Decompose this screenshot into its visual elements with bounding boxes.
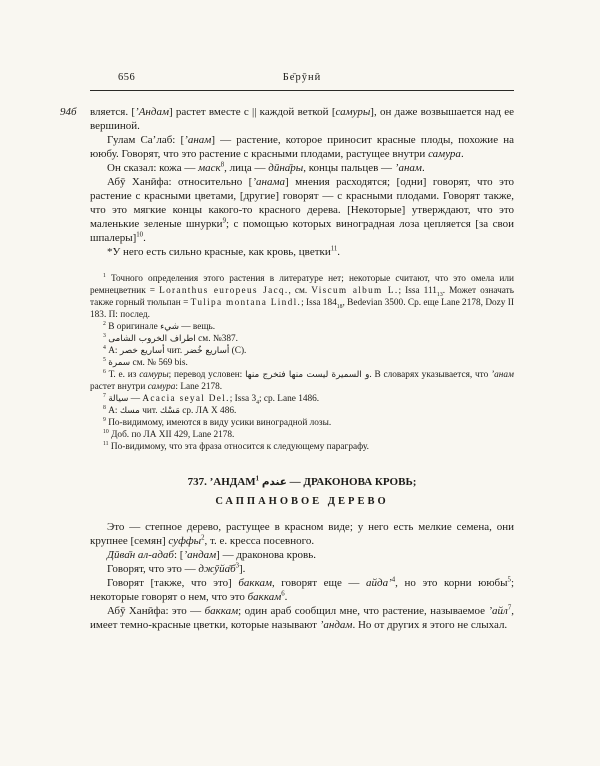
footnote: $^5$ سمرة см. № 569 bis. (103, 356, 188, 368)
footnote: $^{11}$ По-видимому, что эта фраза относится к следующему параграфу. (103, 440, 369, 452)
paragraph: Это — степное дерево, растущее в красном виде; у него есть мелкие семена, они крупнее [семян] суффы$^2$, т. е. кресса посевного. (90, 521, 514, 547)
paragraph: Абӯ Ханӣфа: это — баккам; один араб сообщил мне, что растение, называемое ’айл$^7$, имеет темно-красные цветки, которые называют ’андам. Но от других я этого не слыхал. (90, 604, 514, 631)
page-header (90, 72, 514, 87)
header-rule (90, 90, 514, 91)
page-number: 656 (118, 72, 136, 83)
folio-number: 94б (60, 106, 77, 118)
paragraph: Гулам Са’лаб: [’анам] — растение, которое приносит красные плоды, похожие на ююбу. Говорят, что это растение с красными плодами, растущее внутри самура. (90, 134, 515, 160)
footnote: $^4$ А: أساريع خصر чит. أساريع خُضر (С). (103, 344, 247, 356)
footnote: $^1$ Точного определения этого растения в литературе нет; некоторые считают, что это омела или ремнецветник = Loranthus europeus Jacq., см. Viscum album L.; Issa $111_{13}$. Может означать также горный тюльпан = Tulipa montana Lindl.; Issa $184_{18}$, Bedevian 3500. Ср. еще Lane 2178, Dozy II 183. П: послед. (90, 272, 514, 320)
section-heading-line2: САППАНОВОЕ ДЕРЕВО (215, 496, 389, 507)
paragraph-text: вляется. [’Андам] растет вместе с || каждой веткой [самуры], он даже возвышается над ее вершиной. (90, 106, 514, 132)
footnote: $^6$ Т. е. из самуры; перевод условен: و السميرة ليست منها فتخرج منها. В словарях указывается, что ’анам растет внутри самура: Lane 2178. (90, 368, 514, 392)
paragraph: Он сказал: кожа — маск$^8$, лица — дӣна̄ры, концы пальцев — ’анам. (107, 161, 425, 174)
paragraph-continuation (60, 105, 514, 133)
footnote: $^2$ В оригинале شيء — вещь. (103, 320, 216, 332)
paragraph: Абӯ Ханӣфа: относительно [’анама] мнения расходятся; [одни] говорят, что это растение с красными цветами, [другие] говорят — с красными плодами. Говорят также, что это мягкие концы какого-то красного дерева. [Некоторые] утверждают, что это маленькие зеленые шнурки$^9$; с помощью которых виноградная лоза цепляется [за свои шпалеры]$^{10}$. (90, 176, 515, 244)
paragraph: Говорят [также, что это] баккам, говорят еще — айда’$^4$, но это корни ююбы$^5$; некоторые говорят о нем, что это баккам$^6$. (90, 576, 514, 603)
section-heading-line1: 737. ’АНДАМ$^1$ عندم — ДРАКОНОВА КРОВЬ; (187, 475, 417, 488)
paragraph: Говорят, что это — $джӯйа̄б^3$]. (107, 562, 246, 575)
footnote: $^7$ سيالة — Acacia seyal Del.; Issa $3_4$; ср. Lane 1486. (103, 392, 320, 406)
text-body (60, 105, 515, 259)
paragraph: Дӣва̄н ал-адаб: [’андам] — драконова кровь. (107, 549, 316, 561)
asterisk-paragraph: *У него есть сильно красные, как кровь, цветки$^{11}$. (107, 245, 341, 258)
section-737 (90, 475, 514, 632)
section-body (90, 520, 514, 632)
footnote: $^3$ اطراف الخروب الشامى см. №387. (103, 332, 238, 344)
page-content (60, 72, 515, 632)
running-title: Бе̄рӯнӣ (282, 72, 322, 83)
footnotes-block (90, 273, 514, 453)
footnote: $^9$ По-видимому, имеются в виду усики виноградной лозы. (103, 416, 332, 428)
footnote: $^{10}$ Доб. по ЛА XII 429, Lane 2178. (103, 428, 235, 440)
footnote: $^8$ А: مسك чит. مَسْك ср. ЛА X 486. (103, 404, 237, 416)
